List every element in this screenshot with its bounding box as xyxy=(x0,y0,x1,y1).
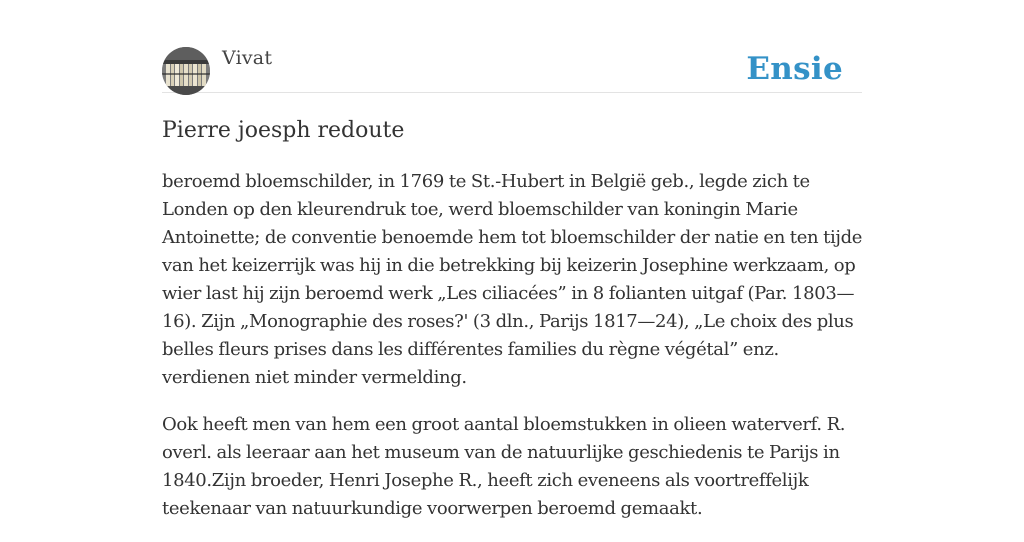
avatar[interactable] xyxy=(162,47,210,95)
author-name[interactable]: Vivat xyxy=(222,47,273,69)
article-title: Pierre joesph redoute xyxy=(162,118,405,143)
article-header xyxy=(162,46,862,93)
book-spines-avatar-icon xyxy=(162,47,210,95)
article-page xyxy=(162,0,863,519)
article-body xyxy=(162,168,867,542)
ensie-logo[interactable]: Ensie xyxy=(746,51,843,87)
article-paragraph: beroemd bloemschilder, in 1769 te St.-Hubert in België geb., legde zich te Londen op den kleurendruk toe, werd bloemschilder van koningin Marie Antoinette; de conventie benoemde hem tot bloemschilder der natie en ten tijde van het keizerrijk was hij in die betrekking bij keizerin Josephine werkzaam, op wier last hij zijn beroemd werk „Les ciliacées” in 8 folianten uitgaf (Par. 1803—16). Zijn „Monographie des roses?' (3 dln., Parijs 1817—24), „Le choix des plus belles fleurs prises dans les différentes families du règne végétal” enz. verdienen niet minder vermelding. xyxy=(162,171,863,388)
article-paragraph: Ook heeft men van hem een groot aantal bloemstukken in olieen waterverf. R. overl. als leeraar aan het museum van de natuurlijke geschiedenis te Parijs in 1840.Zijn broeder, Henri Josephe R., heeft zich eveneens als voortreffelijk teekenaar van natuurkundige voorwerpen beroemd gemaakt. xyxy=(162,414,846,519)
